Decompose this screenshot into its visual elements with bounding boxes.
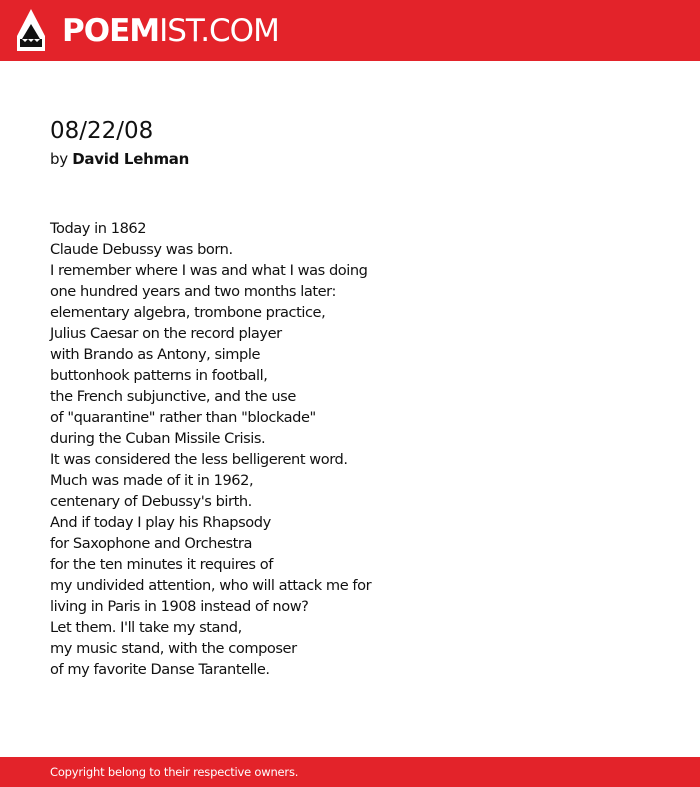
byline [50, 148, 189, 170]
poem-line: of my favorite Danse Tarantelle. [50, 661, 270, 678]
poem-line: Today in 1862 [50, 220, 147, 237]
poem-line: of "quarantine" rather than "blockade" [50, 409, 316, 426]
poem-title: 08/22/08 [50, 118, 154, 144]
poem-line: Much was made of it in 1962, [50, 472, 254, 489]
poem-line: for the ten minutes it requires of [50, 556, 273, 573]
poem-line: elementary algebra, trombone practice, [50, 304, 326, 321]
poem-body [50, 218, 450, 680]
poem-line: living in Paris in 1908 instead of now? [50, 598, 309, 615]
brand-light: IST.COM [159, 13, 279, 49]
poem-line: one hundred years and two months later: [50, 283, 336, 300]
site-logo-text[interactable] [62, 13, 279, 49]
poem-line: It was considered the less belligerent word. [50, 451, 348, 468]
copyright-text: Copyright belong to their respective owners. [50, 765, 299, 779]
poem-line: the French subjunctive, and the use [50, 388, 296, 405]
site-footer [0, 757, 700, 787]
by-label: by [50, 150, 68, 168]
poem-line: And if today I play his Rhapsody [50, 514, 271, 531]
poem-line: Claude Debussy was born. [50, 241, 233, 258]
poem-line: I remember where I was and what I was doing [50, 262, 368, 279]
poem-line: for Saxophone and Orchestra [50, 535, 252, 552]
poem-line: with Brando as Antony, simple [50, 346, 260, 363]
brand-bold: POEM [62, 13, 160, 49]
poem-line: my undivided attention, who will attack me for [50, 577, 372, 594]
poem-line: my music stand, with the composer [50, 640, 297, 657]
poem-line: Julius Caesar on the record player [50, 325, 282, 342]
author-name: David Lehman [72, 150, 189, 168]
poem-line: buttonhook patterns in football, [50, 367, 268, 384]
poem-line: centenary of Debussy's birth. [50, 493, 252, 510]
poem-line: Let them. I'll take my stand, [50, 619, 242, 636]
site-header [0, 0, 700, 61]
poem-line: during the Cuban Missile Crisis. [50, 430, 266, 447]
pencil-tip-icon[interactable] [17, 9, 45, 51]
